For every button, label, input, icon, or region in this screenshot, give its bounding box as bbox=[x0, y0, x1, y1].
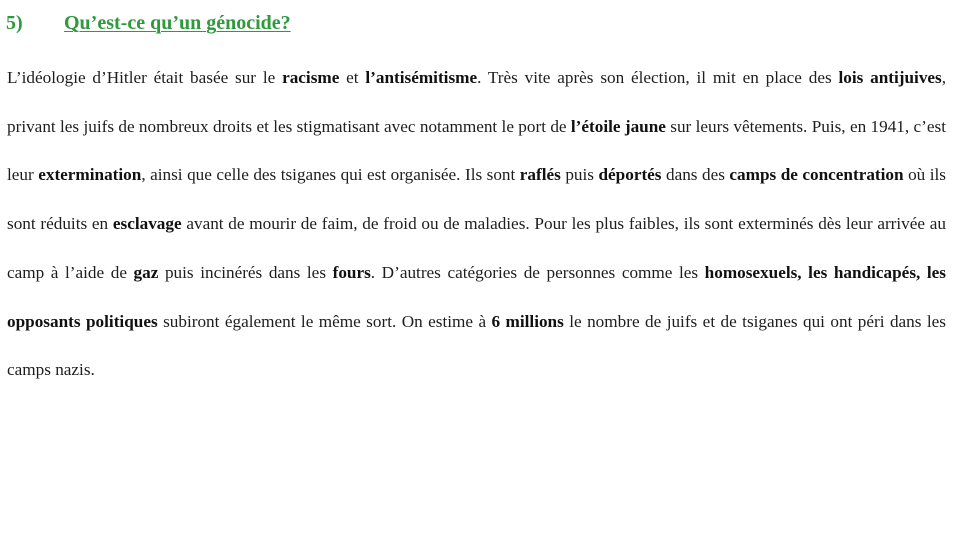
text-run: , privant les juifs de nombreux droits et les stigmatisant avec notamment le port de bbox=[7, 68, 947, 136]
text-run: avant de mourir de faim, de froid ou de maladies. Pour les plus faibles, ils sont exterminés dès leur arrivée au camp à l’aide de bbox=[7, 214, 946, 282]
text-run: dans des bbox=[661, 165, 730, 185]
text-run: L’idéologie d’Hitler était basée sur le bbox=[7, 68, 283, 87]
section-number: 5) bbox=[6, 12, 23, 34]
body-paragraph bbox=[7, 54, 946, 395]
text-run: puis bbox=[560, 165, 599, 185]
text-run: et bbox=[339, 68, 366, 87]
section-title: Qu’est-ce qu’un génocide? bbox=[64, 12, 291, 34]
text-run: , ainsi que celle des tsiganes qui est organisée. Ils sont bbox=[141, 165, 520, 185]
text-run: puis incinérés dans les bbox=[158, 262, 333, 282]
keyword: camps de concentration bbox=[729, 165, 904, 185]
keyword: 6 millions bbox=[491, 311, 564, 331]
text-run: sur leurs vêtements. Puis, en 1941, c’est leur bbox=[7, 116, 946, 185]
keyword: fours bbox=[332, 262, 371, 282]
text-run: . D’autres catégories de personnes comme les bbox=[370, 262, 705, 282]
text-run: subiront également le même sort. On estime à bbox=[157, 311, 492, 331]
text-run: où ils sont réduits en bbox=[7, 165, 946, 234]
text-run: le nombre de juifs et de tsiganes qui ont péri dans les camps nazis. bbox=[7, 311, 946, 380]
keyword: lois antijuives bbox=[838, 68, 942, 87]
text-run: . Très vite après son élection, il mit en place des bbox=[477, 68, 839, 87]
keyword: racisme bbox=[282, 68, 340, 87]
keyword: esclavage bbox=[112, 214, 182, 234]
keyword: l’antisémitisme bbox=[365, 68, 478, 87]
keyword: homosexuels, les handicapés, les opposants politiques bbox=[7, 262, 946, 331]
keyword: gaz bbox=[133, 262, 159, 282]
keyword: raflés bbox=[519, 165, 561, 185]
keyword: l’étoile jaune bbox=[570, 116, 666, 136]
keyword: déportés bbox=[598, 165, 662, 185]
keyword: extermination bbox=[38, 165, 142, 185]
